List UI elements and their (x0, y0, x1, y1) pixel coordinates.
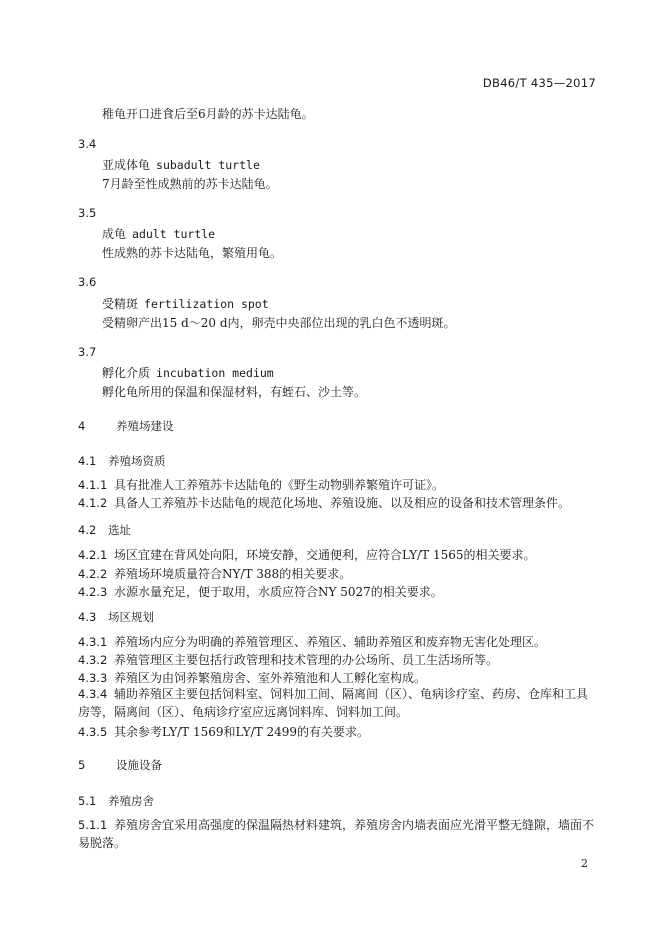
document-code: DB46/T 435—2017 (482, 76, 596, 90)
clause-text: 养殖管理区主要包括行政管理和技术管理的办公场所、员工生活场所等。 (114, 653, 499, 667)
section-number: 5.1 (78, 794, 97, 808)
term-english: fertilization spot (144, 297, 269, 311)
clause-text: 养殖场内应分为明确的养殖管理区、养殖区、辅助养殖区和废弃物无害化处理区。 (114, 635, 547, 649)
page-number: 2 (581, 857, 588, 870)
clause-text: 具有批准人工养殖苏卡达陆龟的《野生动物驯养繁殖许可证》。 (114, 478, 445, 492)
term-chinese: 亚成体龟 (102, 158, 151, 172)
clause-number: 4.2.1 (78, 548, 108, 562)
clause (78, 670, 596, 686)
term-line (102, 157, 596, 173)
clause-number: 4.2.2 (78, 567, 108, 581)
clause (78, 652, 596, 668)
term-line (102, 365, 596, 381)
section-heading (78, 453, 596, 469)
clause-text: 辅助养殖区主要包括饲料室、饲料加工间、隔离间（区）、龟病诊疗室、药房、仓库和工具房等，隔离间（区）、龟病诊疗室应远离饲料库、饲料加工间。 (78, 687, 589, 719)
definition-text: 性成熟的苏卡达陆龟，繁殖用龟。 (102, 246, 283, 260)
clause-text: 养殖区为由饲养繁殖房舍、室外养殖池和人工孵化室构成。 (114, 671, 427, 685)
section-number: 3.4 (78, 137, 97, 151)
section-heading (78, 609, 596, 625)
clause-text: 养殖房舍宜采用高强度的保温隔热材料建筑，养殖房舍内墙表面应光滑平整无缝隙，墙面不易脱落。 (78, 818, 595, 850)
section-number: 4.1 (78, 454, 97, 468)
section-number: 4.2 (78, 523, 97, 537)
section-number: 3.5 (78, 206, 97, 220)
term-line (102, 296, 596, 312)
section-heading (78, 522, 596, 538)
clause-text: 场区宜建在背风处向阳，环境安静，交通便利，应符合LY/T 1565的相关要求。 (114, 548, 536, 562)
clause (78, 477, 596, 493)
clause-number: 4.2.3 (78, 585, 108, 599)
clause (78, 584, 596, 600)
clause (78, 566, 596, 582)
term-line (102, 226, 596, 242)
term-chinese: 受精斑 (102, 297, 139, 311)
clause (78, 495, 596, 511)
definition-text: 稚龟开口进食后至6月龄的苏卡达陆龟。 (102, 107, 314, 121)
clause-number: 4.3.4 (78, 687, 108, 701)
definition-text: 孵化龟所用的保温和保湿材料，有蛭石、沙土等。 (102, 385, 367, 399)
definition-text: 7月龄至性成熟前的苏卡达陆龟。 (102, 177, 278, 191)
chapter-heading (78, 757, 596, 773)
clause-number: 4.1.1 (78, 478, 108, 492)
section-title: 养殖房舍 (108, 794, 154, 808)
clause-number: 5.1.1 (78, 818, 108, 832)
section-heading (78, 793, 596, 809)
section-number: 4.3 (78, 610, 97, 624)
chapter-title: 设施设备 (116, 758, 162, 772)
term-chinese: 成龟 (102, 227, 127, 241)
term-chinese: 孵化介质 (102, 366, 151, 380)
definition-text: 受精卵产出15 d～20 d内，卵壳中央部位出现的乳白色不透明斑。 (102, 316, 456, 330)
clause-text: 其余参考LY/T 1569和LY/T 2499的有关要求。 (114, 725, 370, 739)
clause (78, 634, 596, 650)
term-english: adult turtle (132, 227, 216, 241)
clause (78, 724, 596, 740)
clause (78, 547, 596, 563)
chapter-number: 4 (78, 419, 86, 433)
section-title: 选址 (108, 523, 131, 537)
clause (78, 816, 596, 852)
clause-number: 4.1.2 (78, 496, 108, 510)
section-title: 场区规划 (108, 610, 154, 624)
chapter-title: 养殖场建设 (116, 419, 174, 433)
clause-number: 4.3.3 (78, 671, 108, 685)
section-number: 3.6 (78, 275, 97, 289)
section-number: 3.7 (78, 345, 97, 359)
clause (78, 685, 596, 721)
clause-text: 水源水量充足，便于取用，水质应符合NY 5027的相关要求。 (114, 585, 443, 599)
chapter-number: 5 (78, 758, 86, 772)
clause-text: 具备人工养殖苏卡达陆龟的规范化场地、养殖设施、以及相应的设备和技术管理条件。 (114, 496, 571, 510)
clause-text: 养殖场环境质量符合NY/T 388的相关要求。 (114, 567, 352, 581)
section-title: 养殖场资质 (108, 454, 166, 468)
term-english: incubation medium (156, 366, 274, 380)
clause-number: 4.3.2 (78, 653, 108, 667)
clause-number: 4.3.5 (78, 725, 108, 739)
chapter-heading (78, 418, 596, 434)
term-english: subadult turtle (156, 158, 260, 172)
clause-number: 4.3.1 (78, 635, 108, 649)
